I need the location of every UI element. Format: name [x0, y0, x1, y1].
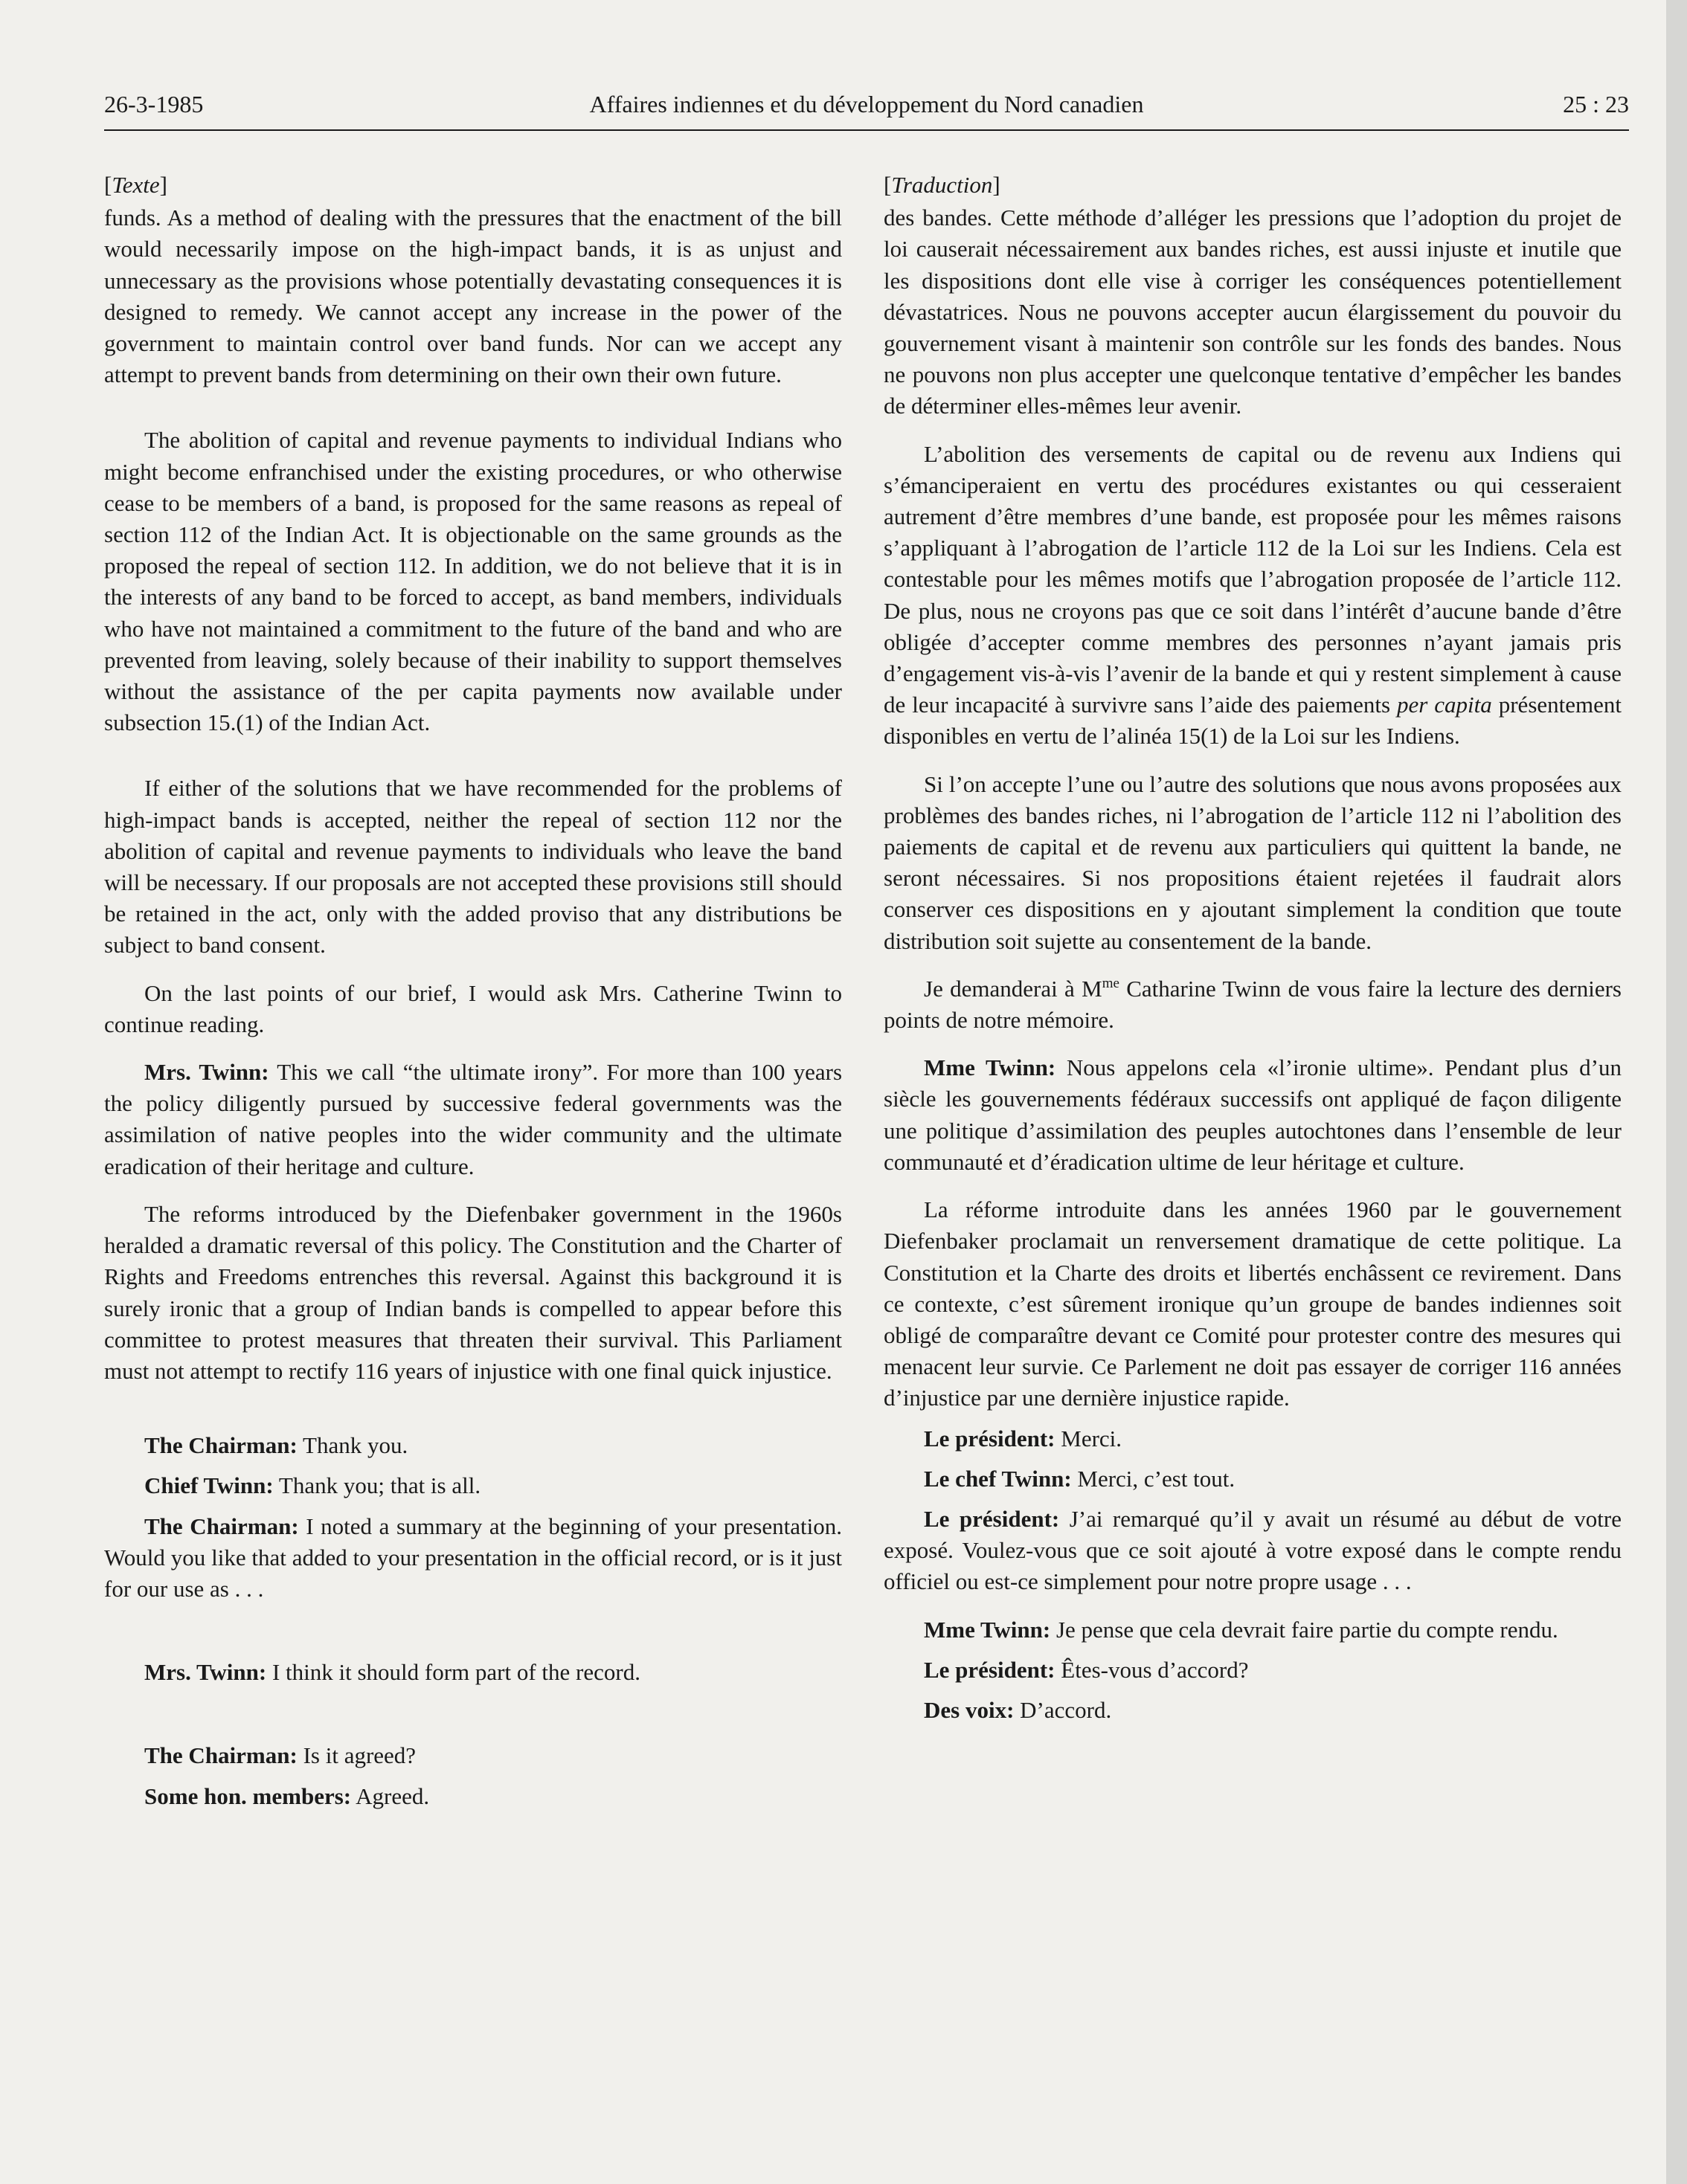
speaker-paragraph: The Chairman: Is it agreed?: [144, 1742, 417, 1769]
speaker-name: The Chairman:: [144, 1513, 299, 1539]
header-date: 26-3-1985: [104, 91, 204, 117]
speaker-paragraph: Some hon. members: Agreed.: [144, 1782, 430, 1809]
speaker-name: Some hon. members:: [144, 1782, 352, 1809]
column-label: [Traduction]: [884, 172, 1000, 198]
speaker-name: The Chairman:: [144, 1432, 298, 1459]
speaker-name: Mrs. Twinn:: [144, 1659, 267, 1686]
page-edge: [1666, 0, 1687, 2184]
english-column: [104, 170, 842, 1812]
speaker-name: Des voix:: [924, 1696, 1015, 1723]
paragraph: On the last points of our brief, I would ask Mrs. Catherine Twinn to continue reading.: [104, 979, 842, 1037]
header-title: Affaires indiennes et du développement du Nord canadien: [589, 91, 1144, 117]
paragraph: The abolition of capital and revenue payments to individual Indians who might become enfranchised under the existing procedures, or who otherwise cease to be members of a band, is proposed for the same reasons as repeal of section 112 of the Indian Act. It is objectionable on the same grounds as the proposed the repeal of section 112. In addition, we do not believe that it is in the interests of any band to be forced to accept, as band members, individuals who have not maintained a commitment to the future of the band and who are prevented from leaving, solely because of their inability to support themselves without the assistance of the per capita payments now available under subsection 15.(1) of the Indian Act.: [104, 427, 842, 736]
speaker-name: Chief Twinn:: [144, 1472, 274, 1499]
speaker-paragraph: Chief Twinn: Thank you; that is all.: [144, 1472, 481, 1499]
paragraph: funds. As a method of dealing with the pressures that the enactment of the bill would necessarily impose on the high-impact bands, it is as unjust and unnecessary as the provisions whose potentially devastating consequences it is designed to remedy. We cannot accept any increase in the power of the government to maintain control over band funds. Nor can we accept any attempt to prevent bands from determining on their own their own future.: [104, 204, 842, 388]
paragraph: La réforme introduite dans les années 1960 par le gouvernement Diefenbaker proclamait un renversement dramatique de cette politique. La Constitution et la Charte des droits et libertés enchâssent ce revirement. Dans ce contexte, c’est sûrement ironique qu’un groupe de bandes indiennes soit obligé de comparaître devant ce Comité pour protester contre des mesures qui menacent leur survie. Ce Parlement ne doit pas essayer de corriger 116 années d’injustice par une dernière injustice rapide.: [884, 1196, 1622, 1411]
paragraph: If either of the solutions that we have recommended for the problems of high-impact bands is accepted, neither the repeal of section 112 nor the abolition of capital and revenue payments to individuals who leave the band will be necessary. If our proposals are not accepted these provisions still should be retained in the act, only with the added proviso that any distributions be subject to band consent.: [104, 775, 842, 959]
speaker-name: Le chef Twinn:: [924, 1465, 1072, 1492]
speaker-paragraph: Mme Twinn: Nous appelons cela «l’ironie ultime». Pendant plus d’un siècle les gouvernements fédéraux successifs ont appliqué de façon diligente une politique d’assimilation des peuples autochtones dans l’ensemble de leur communauté et d’éradication ultime de leur héritage et culture.: [884, 1054, 1622, 1175]
speaker-name: The Chairman:: [144, 1742, 298, 1769]
paragraph: Si l’on accepte l’une ou l’autre des solutions que nous avons proposées aux problèmes des bandes riches, ni l’abrogation de l’article 112 ni l’abolition des paiements de capital et de revenu aux particuliers qui quittent la bande, ne seront nécessaires. Si nos propositions étaient rejetées il faudrait alors conserver ces dispositions en y ajoutant simplement la condition que toute distribution soit sujette au consentement de la bande.: [884, 770, 1622, 954]
paragraph: Je demanderai à $M^{me}$ Catharine Twinn de vous faire la lecture des derniers points de notre mémoire.: [884, 975, 1622, 1034]
header-page-number: 25 : 23: [1563, 91, 1629, 117]
paragraph: des bandes. Cette méthode d’alléger les pressions que l’adoption du projet de loi causerait nécessairement aux bandes riches, est aussi injuste et inutile que les dispositions dont elle vise à corriger les conséquences potentiellement dévastatrices. Nous ne pouvons accepter aucun élargissement du pouvoir du gouvernement visant à maintenir son contrôle sur les fonds des bandes. Nous ne pouvons non plus accepter une quelconque tentative d’empêcher les bandes de déterminer elles-mêmes leur avenir.: [884, 204, 1622, 419]
page-header: [104, 88, 1629, 131]
speaker-name: Le président:: [924, 1656, 1055, 1683]
paragraph: The reforms introduced by the Diefenbaker government in the 1960s heralded a dramatic reversal of this policy. The Constitution and the Charter of Rights and Freedoms entrenches this reversal. Against this background it is surely ironic that a group of Indian bands is compelled to appear before this committee to protest measures that threaten their survival. This Parliament must not attempt to rectify 116 years of injustice with one final quick injustice.: [104, 1200, 842, 1384]
column-label: [Texte]: [104, 172, 167, 198]
speaker-name: Mrs. Twinn:: [144, 1059, 269, 1086]
speaker-paragraph: Le président: Merci.: [924, 1425, 1122, 1452]
speaker-paragraph: Mrs. Twinn: This we call “the ultimate irony”. For more than 100 years the policy diligently pursued by successive federal governments was the assimilation of native peoples into the wider community and the ultimate eradication of their heritage and culture.: [104, 1059, 843, 1179]
speaker-name: Mme Twinn:: [924, 1616, 1051, 1643]
speaker-paragraph: Mme Twinn: Je pense que cela devrait faire partie du compte rendu.: [924, 1616, 1558, 1643]
french-column: [884, 170, 1622, 1726]
speaker-name: Le président:: [924, 1425, 1055, 1452]
speaker-paragraph: The Chairman: I noted a summary at the beginning of your presentation. Would you like that added to your presentation in the official record, or is it just for our use as . . .: [104, 1513, 842, 1602]
speaker-paragraph: Des voix: D’accord.: [924, 1696, 1112, 1723]
speaker-paragraph: Le président: J’ai remarqué qu’il y avait un résumé au début de votre exposé. Voulez-vous que ce soit ajouté à votre exposé dans le compte rendu officiel ou est-ce simplement pour notre propre usage . . .: [884, 1505, 1622, 1595]
speaker-paragraph: Mrs. Twinn: I think it should form part of the record.: [144, 1659, 640, 1686]
paragraph: L’abolition des versements de capital ou de revenu aux Indiens qui s’émanciperaient en vertu des procédures existantes ou qui cesseraient autrement d’être membres d’une bande, est proposée pour les mêmes raisons s’appliquant à l’abrogation de l’article 112 de la Loi sur les Indiens. Cela est contestable pour les mêmes motifs que l’abrogation proposée de l’article 112. De plus, nous ne croyons pas que ce soit dans l’intérêt d’aucune bande d’être obligée d’accepter comme membres des personnes n’ayant jamais pris d’engagement vis-à-vis l’avenir de la bande et qui y restent simplement à cause de leur incapacité à survivre sans l’aide des paiements per capita présentement disponibles en vertu de l’alinéa 15(1) de la Loi sur les Indiens.: [884, 440, 1622, 750]
speaker-paragraph: Le chef Twinn: Merci, c’est tout.: [924, 1465, 1235, 1492]
speaker-name: Le président:: [924, 1505, 1060, 1532]
speaker-name: Mme Twinn:: [924, 1054, 1056, 1081]
speaker-paragraph: The Chairman: Thank you.: [144, 1432, 408, 1459]
speaker-paragraph: Le président: Êtes-vous d’accord?: [924, 1656, 1249, 1683]
